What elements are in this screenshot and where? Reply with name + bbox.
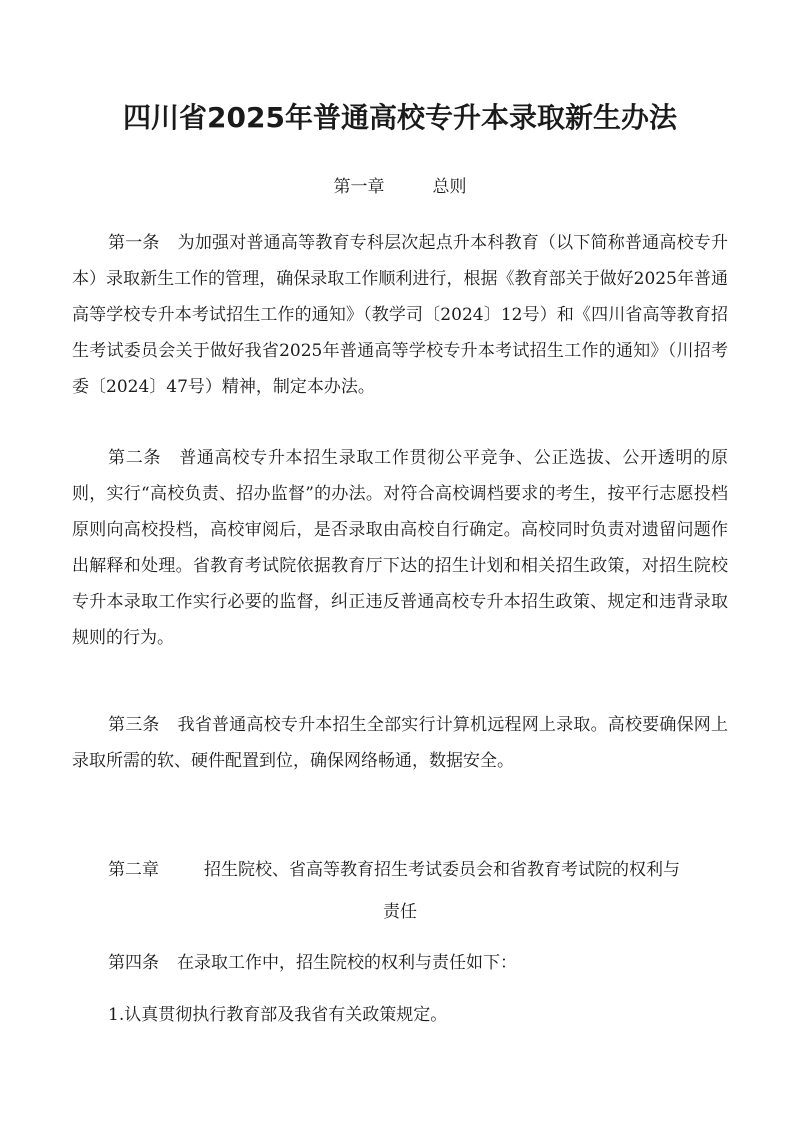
document-title: 四川省2025年普通高校专升本录取新生办法 bbox=[123, 101, 677, 134]
article-2-text: 普通高校专升本招生录取工作贯彻公平竞争、公正选拔、公开透明的原则，实行“高校负责、招办监督”的办法。对符合高校调档要求的考生，按平行志愿投档原则向高校投档，高校审阅后，是否录取由高校自行确定。高校同时负责对遗留问题作出解释和处理。省教育考试院依据教育厅下达的招生计划和相关招生政策，对招生院校专升本录取工作实行必要的监督，纠正违反普通高校专升本招生政策、规定和违背录取规则的行为。 bbox=[72, 448, 729, 648]
article-3-text: 我省普通高校专升本招生全部实行计算机远程网上录取。高校要确保网上录取所需的软、硬件配置到位，确保网络畅通，数据安全。 bbox=[72, 715, 729, 771]
chapter-1-name: 总则 bbox=[432, 177, 467, 197]
chapter-2-name-line1: 招生院校、省高等教育招生考试委员会和省教育考试院的权利与 bbox=[204, 860, 680, 880]
article-4-text: 在录取工作中，招生院校的权利与责任如下： bbox=[177, 953, 517, 973]
article-2 bbox=[72, 440, 728, 656]
article-1-text: 为加强对普通高等教育专科层次起点升本科教育（以下简称普通高校专升本）录取新生工作的管理，确保录取工作顺利进行，根据《教育部关于做好2025年普通高等学校专升本考试招生工作的通知》（教学司〔2024〕12号）和《四川省高等教育招生考试委员会关于做好我省2025年普通高等学校专升本考试招生工作的通知》（川招考委〔2024〕47号）精神，制定本办法。 bbox=[72, 233, 729, 397]
article-4 bbox=[108, 945, 728, 981]
article-3-label: 第三条 bbox=[108, 715, 160, 735]
chapter-1-number: 第一章 bbox=[333, 177, 385, 197]
article-4-label: 第四条 bbox=[108, 953, 159, 973]
chapter-1-heading bbox=[0, 175, 800, 199]
article-1 bbox=[72, 225, 728, 405]
article-3 bbox=[72, 707, 728, 779]
article-1-label: 第一条 bbox=[108, 233, 160, 253]
chapter-2-number: 第二章 bbox=[108, 860, 159, 880]
chapter-2-name-line2: 责任 bbox=[383, 902, 417, 922]
article-2-label: 第二条 bbox=[108, 448, 162, 468]
list-item-1: 1.认真贯彻执行教育部及我省有关政策规定。 bbox=[108, 1005, 448, 1025]
chapter-2-heading bbox=[108, 850, 728, 890]
